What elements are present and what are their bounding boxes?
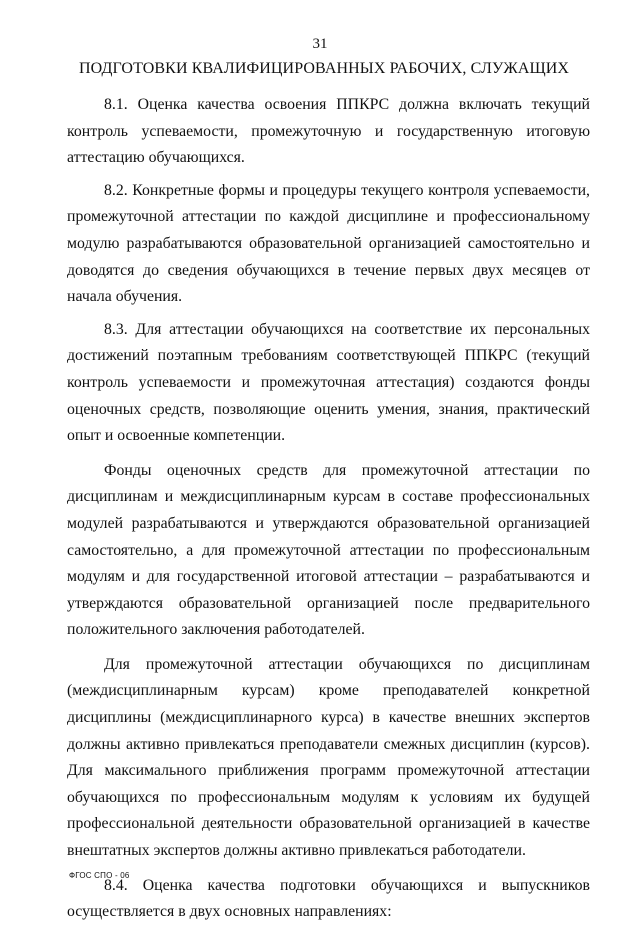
paragraph-8-1: 8.1. Оценка качества освоения ППКРС должна включать текущий контроль успеваемости, промежуточную и государственную итоговую аттестацию обучающихся. — [67, 96, 590, 167]
section-heading: ПОДГОТОВКИ КВАЛИФИЦИРОВАННЫХ РАБОЧИХ, СЛУЖАЩИХ — [78, 60, 570, 77]
document-body — [67, 92, 590, 926]
paragraph-external-experts: Для промежуточной аттестации обучающихся по дисциплинам (междисциплинарным курсам) кроме преподавателей конкретной дисциплины (междисциплинарного курса) в качестве внешних экспертов должны активно привлекаться преподаватели смежных дисциплин (курсов). Для максимального приближения программ промежуточной аттестации обучающихся по профессиональным модулям к условиям их будущей профессиональной деятельности образовательной организацией в качестве внештатных экспертов должны активно привлекаться работодатели. — [67, 655, 590, 860]
paragraph-8-4: 8.4. Оценка качества подготовки обучающихся и выпускников осуществляется в двух основных направлениях: — [67, 876, 590, 921]
document-footer: ФГОС СПО - 06 — [69, 871, 130, 880]
paragraph-assessment-funds: Фонды оценочных средств для промежуточной аттестации по дисциплинам и междисциплинарным курсам в составе профессиональных модулей разрабатываются и утверждаются образовательной организацией самостоятельно, а для промежуточной аттестации по профессиональным модулям и для государственной итоговой аттестации – разрабатываются и утверждаются образовательной организацией после предварительного положительного заключения работодателей. — [67, 461, 590, 639]
paragraph-8-3: 8.3. Для аттестации обучающихся на соответствие их персональных достижений поэтапным требованиям соответствующей ППКРС (текущий контроль успеваемости и промежуточная аттестация) создаются фонды оценочных средств, позволяющие оценить умения, знания, практический опыт и освоенные компетенции. — [67, 320, 590, 445]
page-number: 31 — [312, 36, 328, 52]
paragraph-8-2: 8.2. Конкретные формы и процедуры текущего контроля успеваемости, промежуточной аттестации по каждой дисциплине и профессиональному модулю разрабатываются образовательной организацией самостоятельно и доводятся до сведения обучающихся в течение первых двух месяцев от начала обучения. — [67, 181, 590, 306]
